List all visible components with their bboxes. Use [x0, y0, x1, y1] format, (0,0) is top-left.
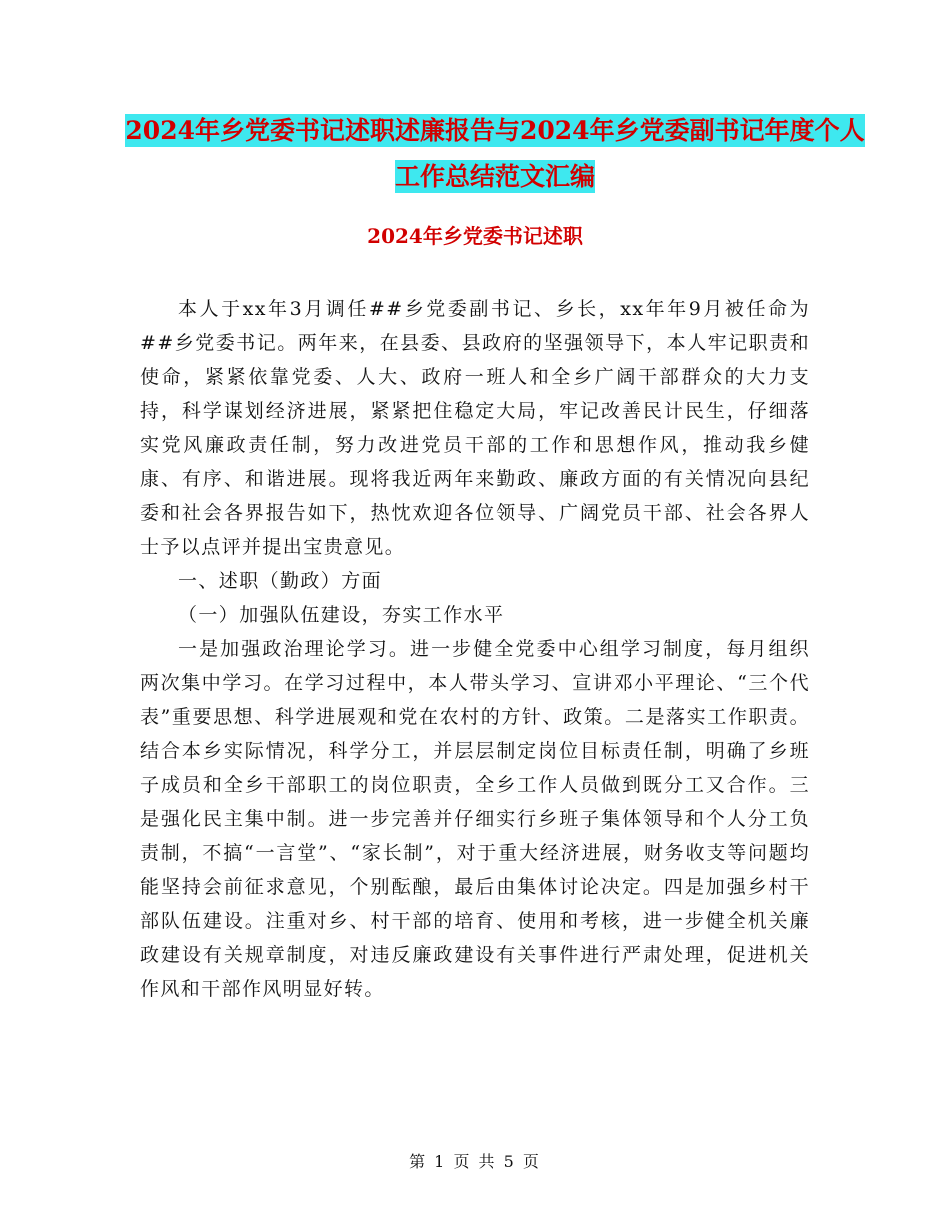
heading-team-building: （一）加强队伍建设，夯实工作水平 [178, 604, 505, 626]
heading-duty-section: 一、述职（勤政）方面 [178, 570, 383, 592]
page-number-footer: 第 1 页 共 5 页 [409, 1152, 541, 1171]
document-title [120, 108, 870, 200]
document-body [140, 292, 810, 1006]
document-title-text: 2024年乡党委书记述职述廉报告与2024年乡党委副书记年度个人工作总结范文汇编 [125, 116, 865, 191]
paragraph-intro: 本人于xx年3月调任##乡党委副书记、乡长，xx年年9月被任命为##乡党委书记。两年来，在县委、县政府的坚强领导下，本人牢记职责和使命，紧紧依靠党委、人大、政府一班人和全乡广阔干部群众的大力支持，科学谋划经济进展，紧紧把住稳定大局，牢记改善民计民生，仔细落实党风廉政责任制，努力改进党员干部的工作和思想作风，推动我乡健康、有序、和谐进展。现将我近两年来勤政、廉政方面的有关情况向县纪委和社会各界报告如下，热忱欢迎各位领导、广阔党员干部、社会各界人士予以点评并提出宝贵意见。 [140, 298, 810, 558]
section-title: 2024年乡党委书记述职 [367, 224, 583, 248]
paragraph-team-building: 一是加强政治理论学习。进一步健全党委中心组学习制度，每月组织两次集中学习。在学习过程中，本人带头学习、宣讲邓小平理论、“三个代表”重要思想、科学进展观和党在农村的方针、政策。二是落实工作职责。结合本乡实际情况，科学分工，并层层制定岗位目标责任制，明确了乡班子成员和全乡干部职工的岗位职责，全乡工作人员做到既分工又合作。三是强化民主集中制。进一步完善并仔细实行乡班子集体领导和个人分工负责制，不搞“一言堂”、“家长制”，对于重大经济进展，财务收支等问题均能坚持会前征求意见，个别酝酿，最后由集体讨论决定。四是加强乡村干部队伍建设。注重对乡、村干部的培育、使用和考核，进一步健全机关廉政建设有关规章制度，对违反廉政建设有关事件进行严肃处理，促进机关作风和干部作风明显好转。 [140, 638, 810, 1000]
